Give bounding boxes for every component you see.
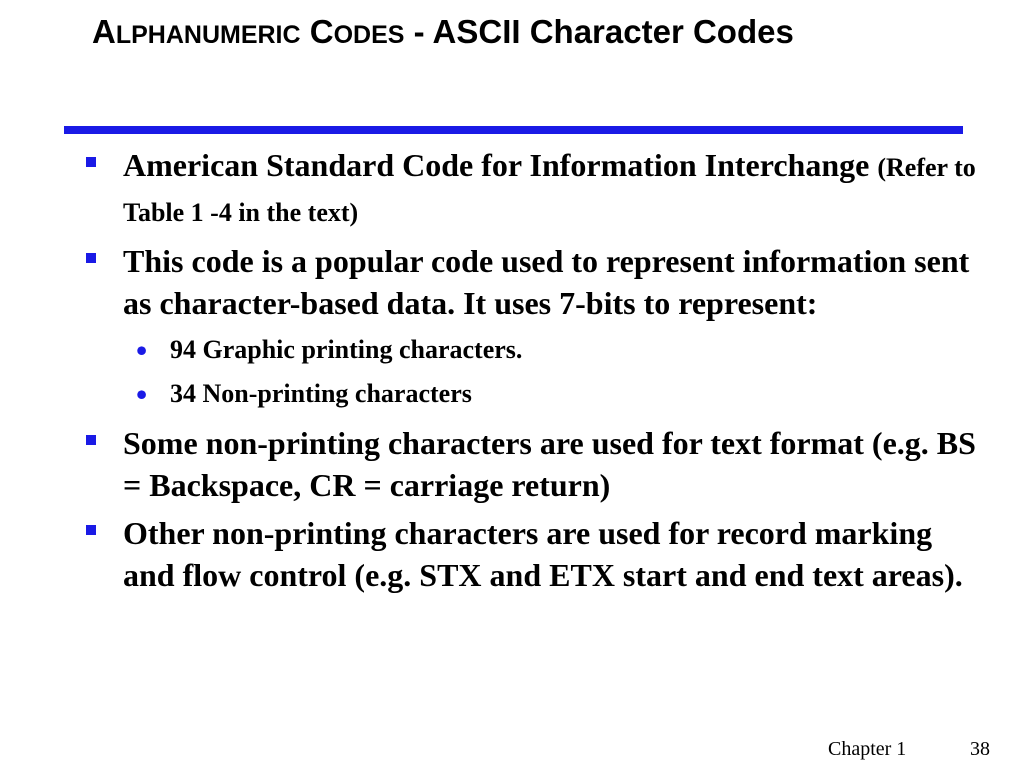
slide-title xyxy=(92,10,952,57)
bullet-item xyxy=(86,240,986,324)
title-rest: - ASCII Character Codes xyxy=(404,13,794,50)
bullet-text: Other non-printing characters are used for record marking and flow control (e.g. STX and ETX start and end text areas). xyxy=(123,515,963,593)
bullet-item xyxy=(86,144,986,234)
title-divider xyxy=(64,126,963,134)
square-bullet-icon xyxy=(86,525,96,535)
square-bullet-icon xyxy=(86,435,96,445)
bullet-text: This code is a popular code used to represent information sent as character-based data. It uses 7-bits to represent: xyxy=(123,243,970,321)
bullet-text: American Standard Code for Information Interchange xyxy=(123,147,870,183)
bullet-item xyxy=(86,512,986,596)
sub-bullet-item xyxy=(86,376,986,412)
title-initial-a: A xyxy=(92,13,116,50)
title-smallcaps-odes: ODES xyxy=(333,21,405,49)
title-initial-c: C xyxy=(309,13,334,50)
bullet-list xyxy=(86,144,986,602)
sub-bullet-text: 34 Non-printing characters xyxy=(170,379,472,408)
round-bullet-icon: • xyxy=(136,332,148,368)
footer-chapter: Chapter 1 xyxy=(828,738,907,760)
title-smallcaps-lphanumeric: LPHANUMERIC xyxy=(115,21,301,49)
sub-bullet-list xyxy=(86,332,986,412)
sub-bullet-text: 94 Graphic printing characters. xyxy=(170,335,523,364)
round-bullet-icon: • xyxy=(136,376,148,412)
bullet-text: Some non-printing characters are used for text format (e.g. BS = Backspace, CR = carriage return) xyxy=(123,425,976,503)
square-bullet-icon xyxy=(86,253,96,263)
bullet-note: (Refer to Table 1 -4 in the text) xyxy=(123,153,976,227)
square-bullet-icon xyxy=(86,157,96,167)
sub-bullet-item xyxy=(86,332,986,368)
page-number: 38 xyxy=(970,738,990,760)
bullet-item xyxy=(86,422,986,506)
